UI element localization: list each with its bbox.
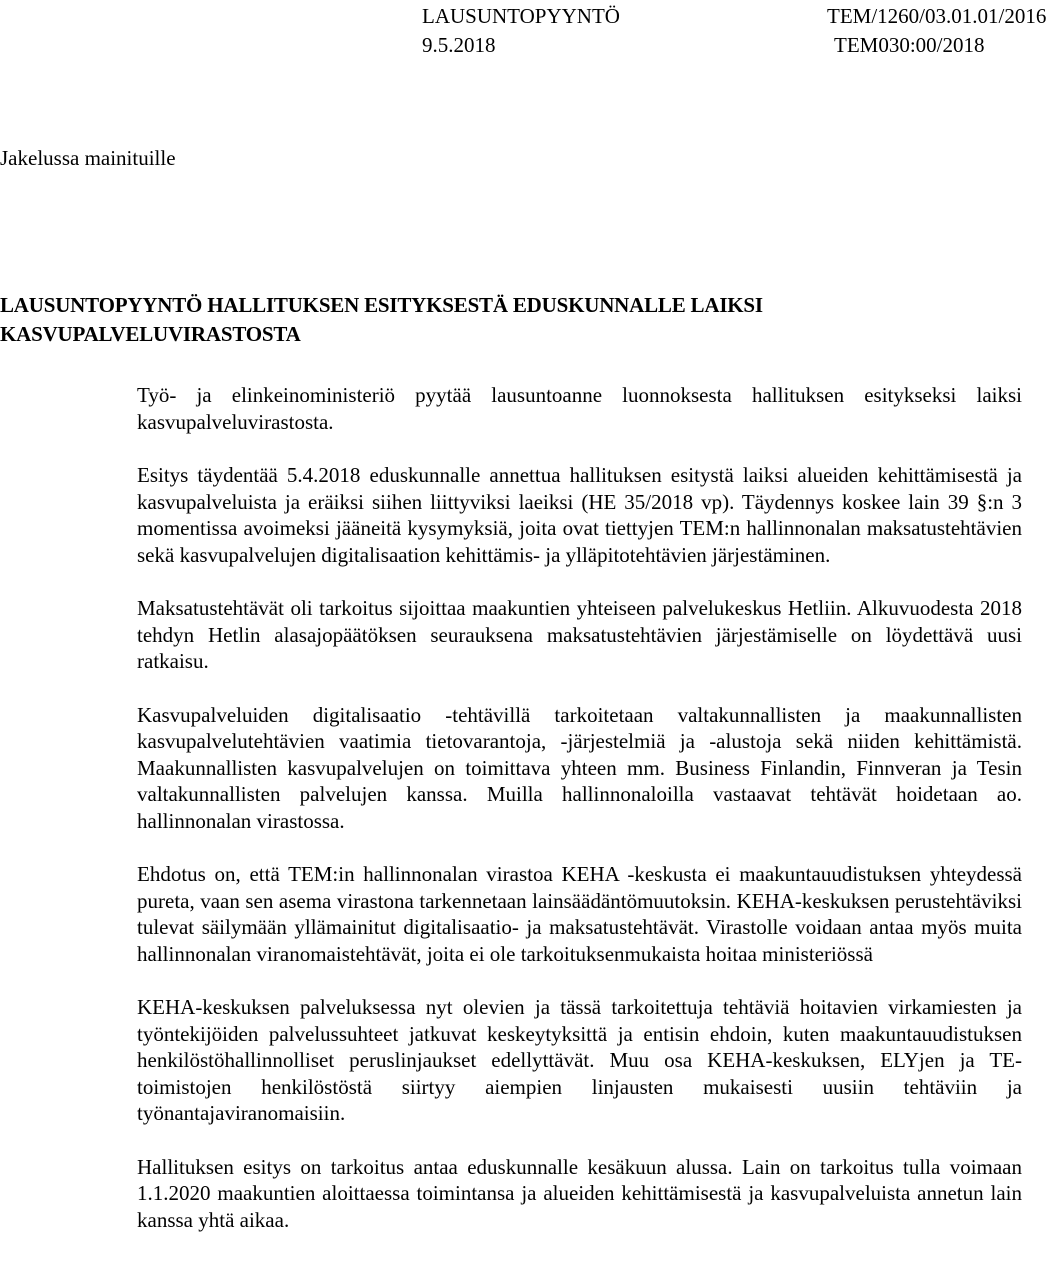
case-number: TEM030:00/2018: [834, 33, 985, 57]
body-paragraph: Kasvupalveluiden digitalisaatio -tehtävillä tarkoitetaan valtakunnallisten ja maakunnallisten kasvupalvelutehtävien vaatimia tietovarantoja, -järjestelmiä ja -alustoja sekä niiden kehittämistä. Maakunnallisten kasvupalvelujen on toimittava yhteen mm. Business Finlandin, Finnveran ja Tesin valtakunnallisten palvelujen kanssa. Muilla hallinnonaloilla vastaavat tehtävät hoidetaan ao. hallinnonalan virastossa.: [137, 702, 1022, 833]
body-paragraph: Hallituksen esitys on tarkoitus antaa eduskunnalle kesäkuun alussa. Lain on tarkoitus tulla voimaan 1.1.2020 maakuntien aloittaessa toimintansa ja alueiden kehittämisestä ja kasvupalveluista annetun lain kanssa yhtä aikaa.: [137, 1154, 1022, 1232]
document-body: [137, 382, 1022, 1260]
recipient-line: Jakelussa mainituille: [0, 146, 176, 170]
body-paragraph: KEHA-keskuksen palveluksessa nyt olevien ja tässä tarkoitettuja tehtäviä hoitavien virkamiesten ja työntekijöiden palvelussuhteet jatkuvat keskeytyksittä ja entisin ehdoin, kuten maakuntauudistuksen henkilöstöhallinnolliset peruslinjaukset edellyttävät. Muu osa KEHA-keskuksen, ELYjen ja TE-toimistojen henkilöstöstä siirtyy aiempien linjausten mukaisesti uusiin tehtäviin ja työnantajaviranomaisiin.: [137, 995, 1022, 1125]
document-type: LAUSUNTOPYYNTÖ: [422, 4, 620, 28]
document-title: LAUSUNTOPYYNTÖ HALLITUKSEN ESITYKSESTÄ EDUSKUNNALLE LAIKSI KASVUPALVELUVIRASTOSTA: [0, 293, 763, 346]
reference-number: TEM/1260/03.01.01/2016: [827, 4, 1046, 28]
body-paragraph: Ehdotus on, että TEM:in hallinnonalan virastoa KEHA -keskusta ei maakuntauudistuksen yhteydessä pureta, vaan sen asema virastona tarkennetaan lainsäädäntömuutoksin. KEHA-keskuksen perustehtäviksi tulevat säilymään yllämainitut digitalisaatio- ja maksatustehtävät. Virastolle voidaan antaa myös muita hallinnonalan viranomaistehtävät, joita ei ole tarkoituksenmukaista hoitaa ministeriössä: [137, 862, 1022, 966]
body-paragraph: Työ- ja elinkeinoministeriö pyytää lausuntoanne luonnoksesta hallituksen esitykseksi laiksi kasvupalveluvirastosta.: [137, 383, 1022, 434]
body-paragraph: Esitys täydentää 5.4.2018 eduskunnalle annettua hallituksen esitystä laiksi alueiden kehittämisestä ja kasvupalveluista ja eräiksi siihen liittyviksi laeiksi (HE 35/2018 vp). Täydennys koskee lain 39 §:n 3 momentissa avoimeksi jääneitä kysymyksiä, joita ovat tiettyjen TEM:n hallinnonalan maksatustehtävien sekä kasvupalvelujen digitalisaation kehittämis- ja ylläpitotehtävien järjestäminen.: [137, 463, 1022, 567]
body-paragraph: Maksatustehtävät oli tarkoitus sijoittaa maakuntien yhteiseen palvelukeskus Hetliin. Alkuvuodesta 2018 tehdyn Hetlin alasajopäätöksen seurauksena maksatustehtävien järjestämiselle on löydettävä uusi ratkaisu.: [137, 596, 1022, 673]
document-date: 9.5.2018: [422, 33, 496, 57]
